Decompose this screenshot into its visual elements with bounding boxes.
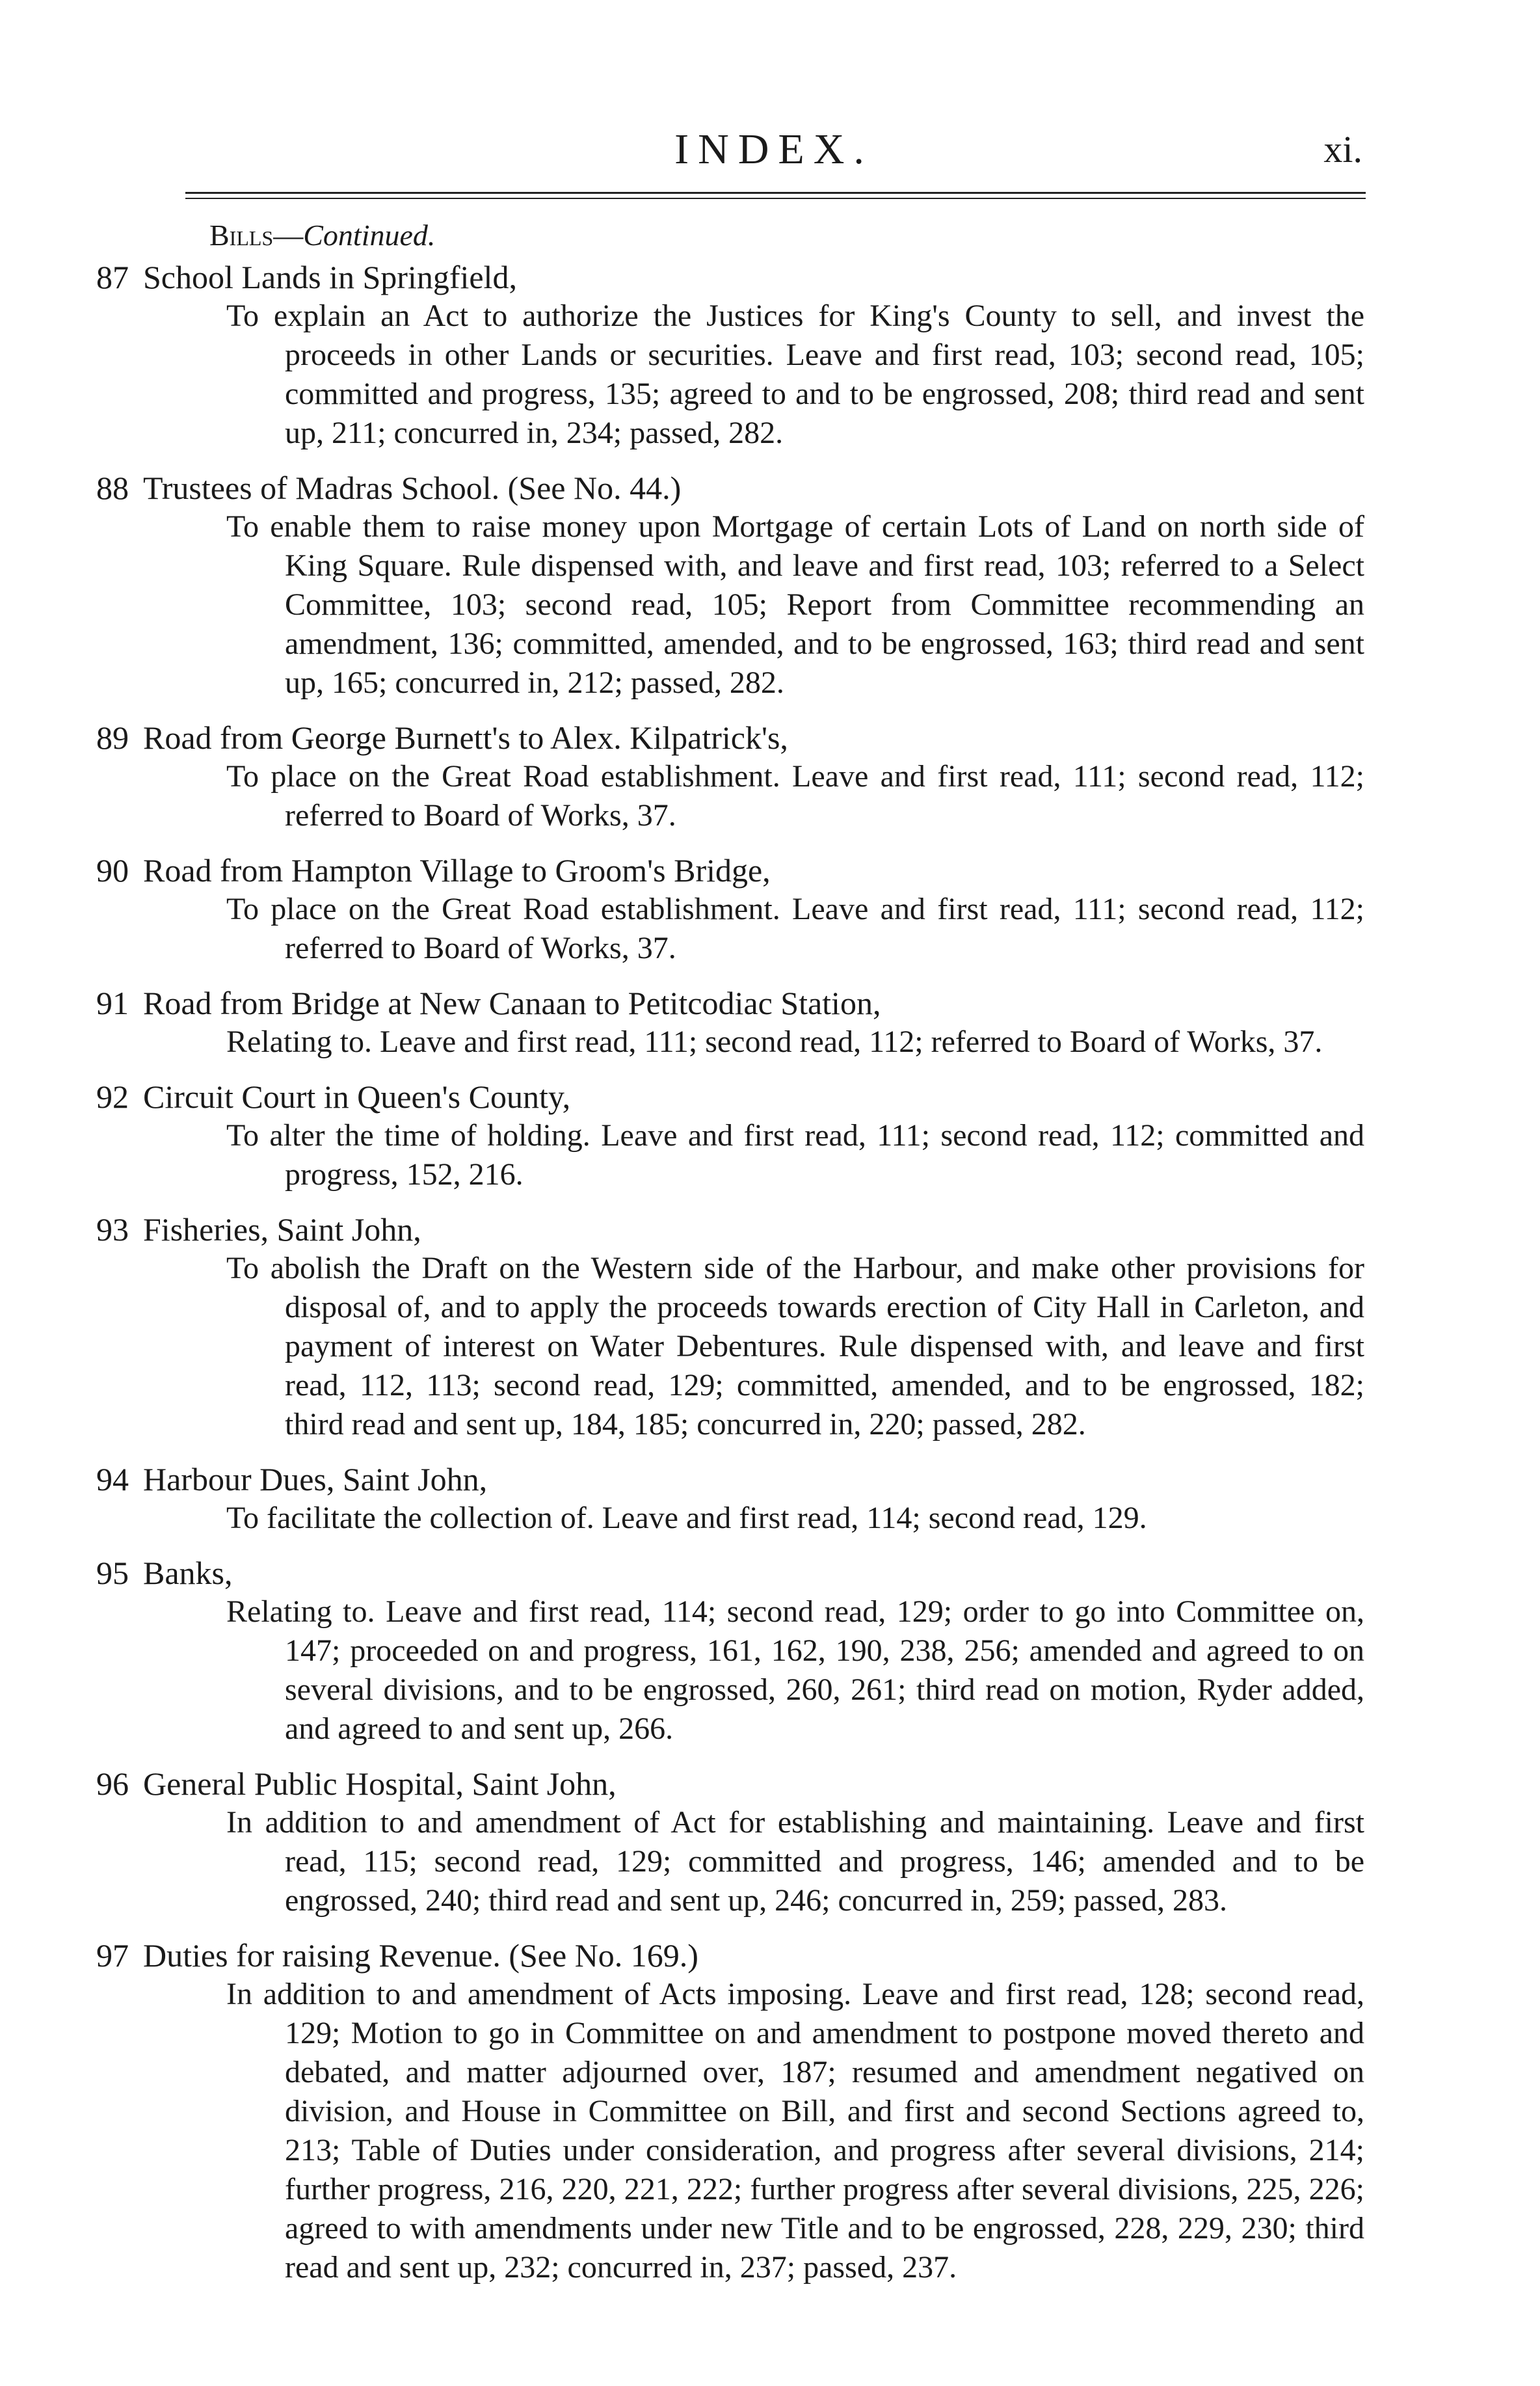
header-rule-secondary <box>185 198 1366 199</box>
entry-title: Road from Hampton Village to Groom's Bridge, <box>143 852 771 889</box>
entry-number: 97 <box>96 1937 129 1974</box>
index-entry <box>96 984 1364 1062</box>
section-continued: Continued. <box>303 219 436 252</box>
entry-number: 96 <box>96 1765 129 1802</box>
section-label: Bills <box>209 219 274 252</box>
entry-title: General Public Hospital, Saint John, <box>143 1765 617 1802</box>
index-entry <box>96 718 1364 835</box>
index-entry <box>96 1553 1364 1749</box>
section-heading: Bills—Continued. <box>209 219 436 252</box>
index-entry <box>96 1764 1364 1920</box>
entry-number: 91 <box>96 985 129 1021</box>
index-entry <box>96 1077 1364 1194</box>
entry-title: School Lands in Springfield, <box>143 259 517 295</box>
entry-number: 88 <box>96 470 129 506</box>
entry-text: Relating to. Leave and first read, 114; second read, 129; order to go into Committee on, 147; proceeded on and progress, 161, 162, 190, 238, 256; amended and agreed to on several divisions, and to be engrossed, 260, 261; third read on motion, Ryder added, and agreed to and sent up, 266. <box>226 1594 1364 1746</box>
entry-text: To explain an Act to authorize the Justices for King's County to sell, and invest the proceeds in other Lands or securities. Leave and first read, 103; second read, 105; committed and progress, 135; agreed to and to be engrossed, 208; third read and sent up, 211; concurred in, 234; passed, 282. <box>226 299 1364 450</box>
entry-number: 93 <box>96 1211 129 1248</box>
header-rule <box>185 192 1366 194</box>
entry-text: To facilitate the collection of. Leave and first read, 114; second read, 129. <box>226 1501 1147 1535</box>
entry-title: Circuit Court in Queen's County, <box>143 1079 571 1115</box>
entry-number: 92 <box>96 1079 129 1115</box>
entry-title: Fisheries, Saint John, <box>143 1211 421 1248</box>
entry-text: To abolish the Draft on the Western side of the Harbour, and make other provisions for disposal of, and to apply the proceeds towards erection of City Hall in Carleton, and payment of interest on Water Debentures. Rule dispensed with, and leave and first read, 112, 113; second read, 129; committed, amended, and to be engrossed, 182; third read and sent up, 184, 185; concurred in, 220; passed, 282. <box>226 1251 1364 1441</box>
entry-title: Banks, <box>143 1555 233 1591</box>
entry-text: To alter the time of holding. Leave and first read, 111; second read, 112; committed and progress, 152, 216. <box>226 1118 1364 1192</box>
entry-title: Road from George Burnett's to Alex. Kilpatrick's, <box>143 719 788 756</box>
entry-number: 89 <box>96 719 129 756</box>
entry-number: 94 <box>96 1461 129 1497</box>
index-entry <box>96 1210 1364 1444</box>
index-entry <box>96 468 1364 703</box>
index-entry <box>96 258 1364 453</box>
entry-text: To place on the Great Road establishment. Leave and first read, 111; second read, 112; referred to Board of Works, 37. <box>226 892 1364 965</box>
index-entry <box>96 851 1364 968</box>
entry-title: Road from Bridge at New Canaan to Petitcodiac Station, <box>143 985 881 1021</box>
page-number: xi. <box>1323 128 1362 170</box>
entry-text: In addition to and amendment of Act for establishing and maintaining. Leave and first read, 115; second read, 129; committed and progress, 146; amended and to be engrossed, 240; third read and sent up, 246; concurred in, 259; passed, 283. <box>226 1805 1364 1918</box>
entry-title: Trustees of Madras School. (See No. 44.) <box>143 470 682 506</box>
entry-text: Relating to. Leave and first read, 111; second read, 112; referred to Board of Works, 37. <box>226 1025 1323 1059</box>
entry-text: In addition to and amendment of Acts imposing. Leave and first read, 128; second read, 129; Motion to go in Committee on and amendment to postpone moved thereto and debated, and matter adjourned over, 187; resumed and amendment negatived on division, and House in Committee on Bill, and first and second Sections agreed to, 213; Table of Duties under consideration, and progress after several divisions, 214; further progress, 216, 220, 221, 222; further progress after several divisions, 225, 226; agreed to with amendments under new Title and to be engrossed, 228, 229, 230; third read and sent up, 232; concurred in, 237; passed, 237. <box>226 1977 1364 2285</box>
entry-number: 87 <box>96 259 129 295</box>
entry-number: 95 <box>96 1555 129 1591</box>
entry-title: Duties for raising Revenue. (See No. 169.) <box>143 1937 698 1974</box>
running-head <box>185 124 1362 176</box>
index-entry <box>96 1936 1364 2287</box>
entry-text: To enable them to raise money upon Mortgage of certain Lots of Land on north side of King Square. Rule dispensed with, and leave and first read, 103; referred to a Select Committee, 103; second read, 105; Report from Committee recommending an amendment, 136; committed, amended, and to be engrossed, 163; third read and sent up, 165; concurred in, 212; passed, 282. <box>226 509 1364 700</box>
entry-number: 90 <box>96 852 129 889</box>
entry-title: Harbour Dues, Saint John, <box>143 1461 488 1497</box>
page-title: INDEX. <box>674 126 873 173</box>
index-entry <box>96 1460 1364 1538</box>
index-entries <box>96 258 1364 2303</box>
entry-text: To place on the Great Road establishment. Leave and first read, 111; second read, 112; referred to Board of Works, 37. <box>226 759 1364 833</box>
